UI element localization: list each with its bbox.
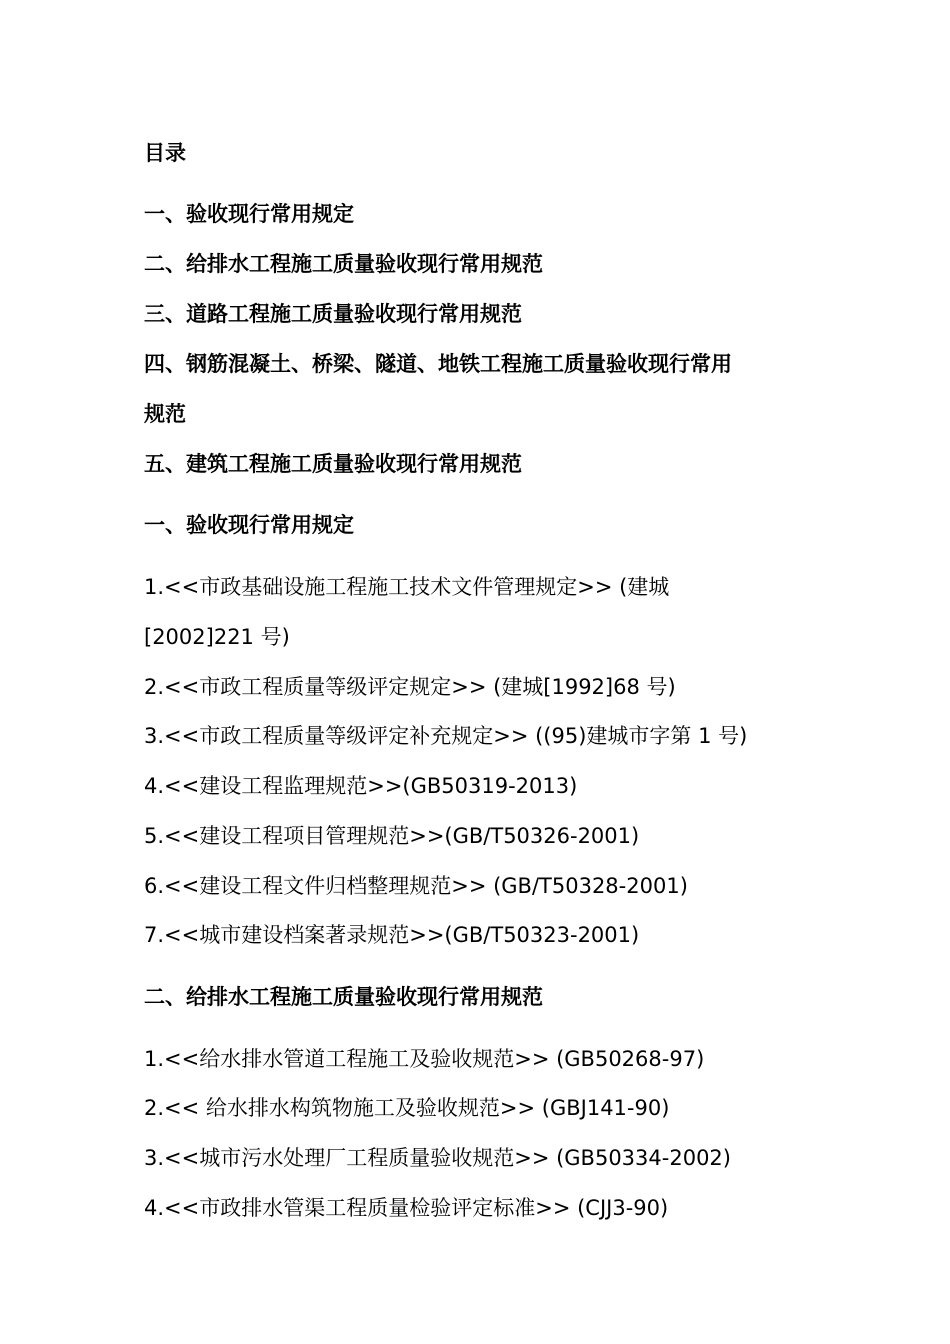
list-item: 7.<<城市建设档案著录规范>>(GB/T50323-2001) <box>144 923 640 947</box>
list-item: 4.<<市政排水管渠工程质量检验评定标准>> (CJJ3-90) <box>144 1196 669 1220</box>
list-item: 4.<<建设工程监理规范>>(GB50319-2013) <box>144 774 578 798</box>
toc-item: 一、验收现行常用规定 <box>144 202 354 226</box>
list-item: 3.<<城市污水处理厂工程质量验收规范>> (GB50334-2002) <box>144 1146 731 1170</box>
list-item: 5.<<建设工程项目管理规范>>(GB/T50326-2001) <box>144 824 640 848</box>
toc-item: 五、建筑工程施工质量验收现行常用规范 <box>144 452 522 476</box>
toc-item: 二、给排水工程施工质量验收现行常用规范 <box>144 252 543 276</box>
toc-item: 四、钢筋混凝土、桥梁、隧道、地铁工程施工质量验收现行常用 <box>144 352 732 376</box>
toc-item: 规范 <box>144 402 186 426</box>
list-item: 2.<<市政工程质量等级评定规定>> (建城[1992]68 号) <box>144 675 676 699</box>
toc-title: 目录 <box>144 141 186 165</box>
list-item: 3.<<市政工程质量等级评定补充规定>> ((95)建城市字第 1 号) <box>144 724 748 748</box>
list-item: 1.<<市政基础设施工程施工技术文件管理规定>> (建城 <box>144 575 670 599</box>
list-item: 1.<<给水排水管道工程施工及验收规范>> (GB50268-97) <box>144 1047 705 1071</box>
section-heading: 二、给排水工程施工质量验收现行常用规范 <box>144 985 543 1009</box>
list-item: [2002]221 号) <box>144 625 290 649</box>
section-heading: 一、验收现行常用规定 <box>144 513 354 537</box>
list-item: 2.<< 给水排水构筑物施工及验收规范>> (GBJ141-90) <box>144 1096 670 1120</box>
toc-item: 三、道路工程施工质量验收现行常用规范 <box>144 302 522 326</box>
list-item: 6.<<建设工程文件归档整理规范>> (GB/T50328-2001) <box>144 874 688 898</box>
